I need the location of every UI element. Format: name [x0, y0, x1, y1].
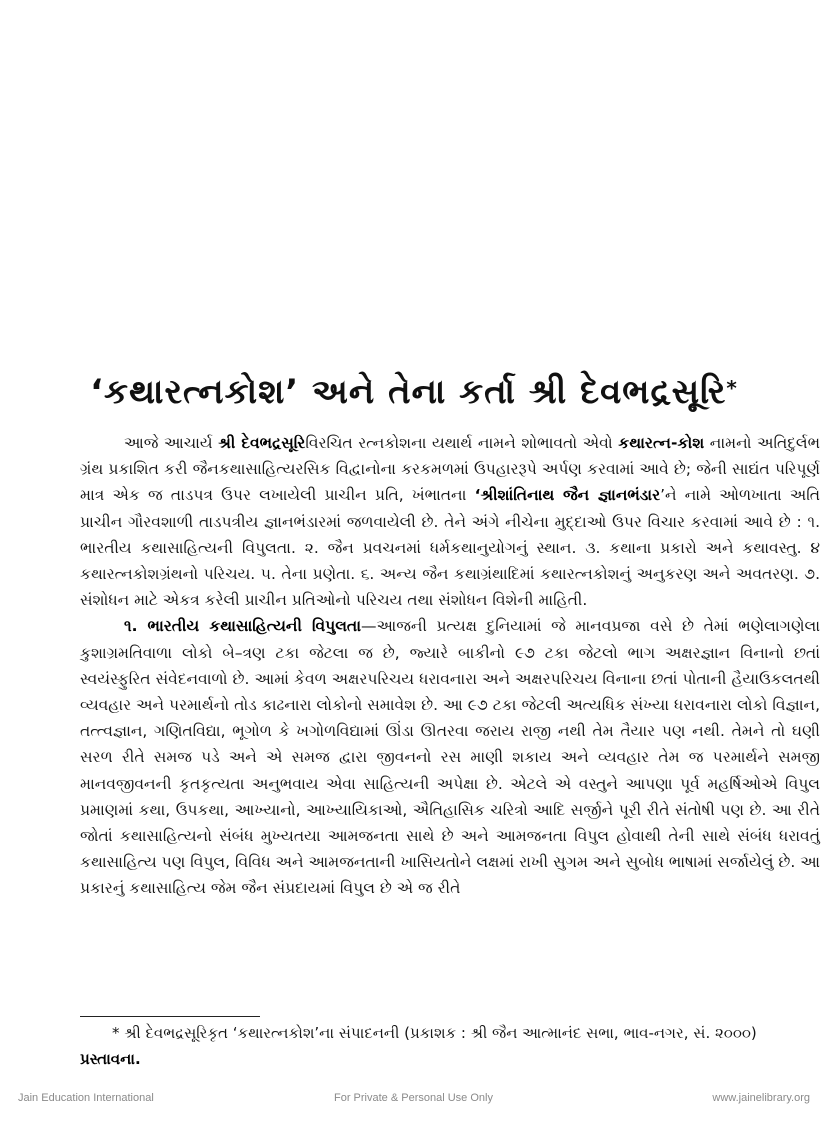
footnote-text: શ્રી દેવભદ્રસૂરિકૃત ‘કથારત્નકોશ’ના સંપાદનની (પ્રકાશક : શ્રી જૈન આત્માનંદ સભા, ભાવ-નગર, સં. ૨૦૦૦): [119, 1024, 757, 1042]
text-segment: આજે આચાર્ય: [124, 434, 219, 452]
footnote-divider: [80, 1016, 260, 1017]
footnote: [80, 1020, 820, 1072]
bold-book-title: કથારત્ન-કોશ: [618, 434, 705, 452]
paragraph-intro: [80, 430, 820, 613]
footer-website-link[interactable]: www.jainelibrary.org: [712, 1092, 810, 1104]
page-title: [0, 368, 828, 416]
title-footnote-marker: *: [726, 376, 738, 400]
text-segment: નામનો અતિદુર્લભ ગ્રંથ પ્રકાશિત કરી જૈનકથાસાહિત્યરસિક વિદ્વાનોના કરકમળમાં ઉપહારરૂપે અર્પણ કરવામાં આવે છે; જેની સાદ્યંત પરિપૂર્ણ માત્ર એક જ તાડપત્ર ઉપર લખાયેલી પ્રાચીન પ્રતિ, ખંભાતના: [80, 434, 821, 505]
footer-usage-notice: For Private & Personal Use Only: [334, 1092, 493, 1104]
text-segment: ’ને નામે ઓળખાતા અતિ પ્રાચીન ગૌરવશાળી તાડપત્રીય જ્ઞાનભંડારમાં જળવાયેલી છે. તેને અંગે નીચેના મુદ્દાઓ ઉપર વિચાર કરવામાં આવે છે : ૧. ભારતીય કથાસાહિત્યની વિપુલતા. ૨. જૈન પ્રવચનમાં ધર્મકથાનુયોગનું સ્થાન. ૩. કથાના પ્રકારો અને કથાવસ્તુ. ૪ કથારત્નકોશગ્રંથનો પરિચય. ૫. તેના પ્રણેતા. ૬. અન્ય જૈન કથાગ્રંથાદિમાં કથારત્નકોશનું અનુકરણ અને અવતરણ. ૭. સંશોધન માટે એકત્ર કરેલી પ્રાચીન પ્રતિઓનો પરિચય તથા સંશોધન વિશેની માહિતી.: [80, 486, 820, 610]
bold-author-name: શ્રી દેવભદ્રસૂરિ: [218, 434, 306, 452]
footnote-marker: *: [112, 1024, 120, 1042]
body-text: [80, 430, 820, 902]
text-segment: —આજની પ્રત્યક્ષ દુનિયામાં જે માનવપ્રજા વસે છે તેમાં ભણેલાગણેલા કુશાગ્રમતિવાળા લોકો બે–ત્રણ ટકા જેટલા જ છે, જ્યારે બાકીનો ૯૭ ટકા જેટલો ભાગ અક્ષરજ્ઞાન વિનાનો છતાં સ્વયંસ્ફુરિત સંવેદનવાળો છે. આમાં કેવળ અક્ષરપરિચય ધરાવનારા અને અક્ષરપરિચય વિનાના છતાં પોતાની હૈયાઉકલતથી વ્યવહાર અને પરમાર્થનો તોડ કાઢનારા લોકોનો સમાવેશ છે. આ ૯૭ ટકા જેટલી અત્યધિક સંખ્યા ધરાવનારા લોકો વિજ્ઞાન, તત્ત્વજ્ઞાન, ગણિતવિદ્યા, ભૂગોળ કે ખગોળવિદ્યામાં ઊંડા ઊતરવા જરાય રાજી નથી તેમ તૈયાર પણ નથી. તેમને તો ઘણી સરળ રીતે સમજ પડે અને એ સમજ દ્વારા જીવનનો રસ માણી શકાય અને વ્યવહાર તેમ જ પરમાર્થને સમજી માનવજીવનની કૃતકૃત્યતા અનુભવાય એવા સાહિત્યની અપેક્ષા છે. એટલે એ વસ્તુને આપણા પૂર્વ મહર્ષિઓએ વિપુલ પ્રમાણમાં કથા, ઉપકથા, આખ્યાનો, આખ્યાયિકાઓ, ઐતિહાસિક ચરિત્રો આદિ સર્જીને પૂરી રીતે સંતોષી પણ છે. આ રીતે જોતાં કથાસાહિત્યનો સંબંધ મુખ્યતયા આમજનતા સાથે છે અને આમજનતા વિપુલ હોવાથી તેની સાથે સંબંધ ધરાવતું કથાસાહિત્ય પણ વિપુલ, વિવિધ અને આમજનતાની ખાસિયતોને લક્ષમાં રાખી સુગમ અને સુબોધ ભાષામાં સર્જાયેલું છે. આ પ્રકારનું કથાસાહિત્ય જેમ જૈન સંપ્રદાયમાં વિપુલ છે એ જ રીતે: [80, 617, 820, 898]
paragraph-section-1: [80, 613, 820, 901]
title-text: ‘કથારત્નકોશ’ અને તેના કર્તા શ્રી દેવભદ્રસૂરિ: [90, 372, 727, 412]
page-footer: [0, 1092, 828, 1110]
footer-publisher: Jain Education International: [18, 1092, 154, 1104]
footnote-bold-text: પ્રસ્તાવના.: [80, 1050, 141, 1068]
section-heading: ૧. ભારતીય કથાસાહિત્યની વિપુલતા: [124, 617, 362, 636]
bold-library-name: ‘શ્રીશાંતિનાથ જૈન જ્ઞાનભંડાર: [474, 486, 661, 505]
text-segment: વિરચિત રત્નકોશના યથાર્થ નામને શોભાવતો એવો: [305, 434, 619, 452]
